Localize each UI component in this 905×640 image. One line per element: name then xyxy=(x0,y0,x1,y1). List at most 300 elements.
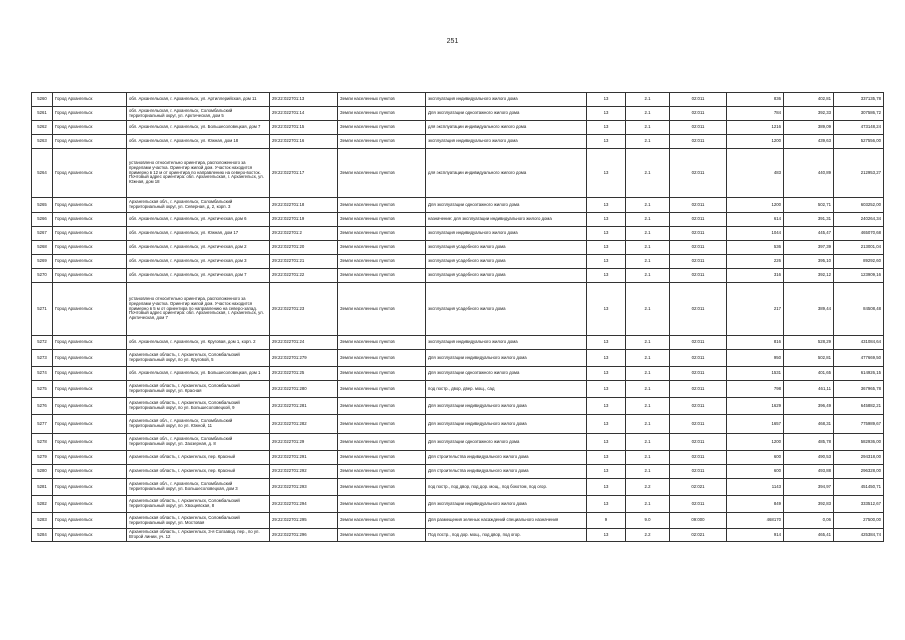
row-number-cell: 5270 xyxy=(32,269,53,283)
land-category-cell: Земли населенных пунктов xyxy=(338,451,426,465)
permitted-use-cell: Для строительства индивидуального жилого дома xyxy=(426,465,587,479)
cadastral-number-cell: 29:22:022701:14 xyxy=(270,107,338,121)
row-number-cell: 5263 xyxy=(32,135,53,149)
group-code-cell: 13 xyxy=(587,434,626,451)
municipality-cell: Город Архангельск xyxy=(53,529,127,542)
cadastral-value-cell: 367965,78 xyxy=(834,381,884,398)
specific-value-cell: 394,97 xyxy=(784,479,834,496)
address-cell: Архангельская область, г. Архангельск, Соломбальский территориальный округ, ул. Красная xyxy=(127,381,270,398)
cadastral-value-cell: 645882,21 xyxy=(834,398,884,415)
address-cell: обл. Архангельская, г. Архангельск, ул. Большесоловецкая, дом 1 xyxy=(127,367,270,381)
row-number-cell: 5278 xyxy=(32,434,53,451)
address-cell: обл. Архангельская, г. Архангельск, Соломбальский территориальный округ, ул. Арктическая, дом 5 xyxy=(127,107,270,121)
address-cell: Архангельская область, г. Архангельск, Соломбальский территориальный округ, по ул. Большесоловецкой, 9 xyxy=(127,398,270,415)
subgroup-code-cell: 2.1 xyxy=(626,149,670,198)
table-row xyxy=(32,93,884,107)
cadastral-number-cell: 29:22:022701:2 xyxy=(270,227,338,241)
cadastral-value-cell: 212953,27 xyxy=(834,149,884,198)
specific-value-cell: 502,81 xyxy=(784,350,834,367)
row-number-cell: 5280 xyxy=(32,465,53,479)
area-cell: 316 xyxy=(727,269,784,283)
row-number-cell: 5283 xyxy=(32,513,53,529)
group-code-cell: 13 xyxy=(587,283,626,336)
specific-value-cell: 439,63 xyxy=(784,135,834,149)
subgroup-code-cell: 2.1 xyxy=(626,434,670,451)
subgroup-code-cell: 2.1 xyxy=(626,465,670,479)
address-cell: Архангельская область, г. Архангельск, пер. Красный xyxy=(127,465,270,479)
specific-value-cell: 528,29 xyxy=(784,336,834,350)
municipality-cell: Город Архангельск xyxy=(53,434,127,451)
address-cell: Архангельская обл., г. Архангельск, Соломбальский территориальный округ, по ул. Южной, 11 xyxy=(127,415,270,434)
subgroup-code-cell: 2.1 xyxy=(626,367,670,381)
area-cell: 849 xyxy=(727,496,784,513)
row-number-cell: 5264 xyxy=(32,149,53,198)
table-row xyxy=(32,529,884,542)
municipality-cell: Город Архангельск xyxy=(53,465,127,479)
cadastral-value-cell: 333512,67 xyxy=(834,496,884,513)
permitted-use-cell: эксплуатация усадебного жилого дома xyxy=(426,241,587,255)
land-category-cell: Земли населенных пунктов xyxy=(338,107,426,121)
subgroup-code-cell: 2.2 xyxy=(626,479,670,496)
cadastral-value-cell: 425384,74 xyxy=(834,529,884,542)
permitted-use-cell: эксплуатация индивидуального жилого дома xyxy=(426,135,587,149)
row-number-cell: 5282 xyxy=(32,496,53,513)
land-category-cell: Земли населенных пунктов xyxy=(338,465,426,479)
table-row xyxy=(32,398,884,415)
subgroup-code-cell: 2.1 xyxy=(626,269,670,283)
cadastral-value-cell: 307586,72 xyxy=(834,107,884,121)
group-code-cell: 13 xyxy=(587,415,626,434)
cadastral-value-cell: 582936,00 xyxy=(834,434,884,451)
municipality-cell: Город Архангельск xyxy=(53,415,127,434)
address-cell: Архангельская область, г. Архангельск, пер. Красный xyxy=(127,451,270,465)
address-cell: обл. Архангельская, г. Архангельск, ул. Южная, дом 18 xyxy=(127,135,270,149)
cadastral-number-cell: 29:22:022701:25 xyxy=(270,367,338,381)
subgroup-code-cell: 2.1 xyxy=(626,227,670,241)
municipality-cell: Город Архангельск xyxy=(53,198,127,213)
subgroup-code-cell: 2.1 xyxy=(626,135,670,149)
cadastral-value-cell: 213001,04 xyxy=(834,241,884,255)
subgroup-code-cell: 2.1 xyxy=(626,213,670,227)
land-category-cell: Земли населенных пунктов xyxy=(338,269,426,283)
cadastral-number-cell: 29:22:022701:21 xyxy=(270,255,338,269)
row-number-cell: 5261 xyxy=(32,107,53,121)
specific-value-cell: 0,06 xyxy=(784,513,834,529)
municipality-cell: Город Архангельск xyxy=(53,121,127,135)
row-number-cell: 5271 xyxy=(32,283,53,336)
table-row xyxy=(32,513,884,529)
address-cell: обл. Архангельская, г. Архангельск, ул. Арктическая, дом 2 xyxy=(127,241,270,255)
area-cell: 1044 xyxy=(727,227,784,241)
row-number-cell: 5276 xyxy=(32,398,53,415)
row-number-cell: 5274 xyxy=(32,367,53,381)
table-row xyxy=(32,135,884,149)
permitted-use-cell: Для размещения зеленых насаждений специального назначения xyxy=(426,513,587,529)
municipality-cell: Город Архангельск xyxy=(53,135,127,149)
permitted-use-cell: назначение: для эксплуатации индивидуального жилого дома xyxy=(426,213,587,227)
group-code-cell: 13 xyxy=(587,227,626,241)
cadastral-number-cell: 29:22:022701:282 xyxy=(270,415,338,434)
subgroup-code-cell: 2.1 xyxy=(626,241,670,255)
group-code-cell: 13 xyxy=(587,93,626,107)
group-code-cell: 13 xyxy=(587,496,626,513)
cadastral-number-cell: 29:22:022701:17 xyxy=(270,149,338,198)
land-category-cell: Земли населенных пунктов xyxy=(338,283,426,336)
table-row xyxy=(32,415,884,434)
use-code-cell: 02:011 xyxy=(670,121,727,135)
cadastral-value-cell: 473148,24 xyxy=(834,121,884,135)
permitted-use-cell: эксплуатация усадебного жилого дома xyxy=(426,283,587,336)
cadastral-number-cell: 29:22:022701:20 xyxy=(270,241,338,255)
group-code-cell: 13 xyxy=(587,529,626,542)
permitted-use-cell: Для эксплуатации индивидуального жилого дома xyxy=(426,496,587,513)
land-category-cell: Земли населенных пунктов xyxy=(338,529,426,542)
specific-value-cell: 485,78 xyxy=(784,434,834,451)
specific-value-cell: 445,47 xyxy=(784,227,834,241)
use-code-cell: 02:011 xyxy=(670,255,727,269)
area-cell: 1200 xyxy=(727,135,784,149)
use-code-cell: 02:011 xyxy=(670,367,727,381)
group-code-cell: 13 xyxy=(587,451,626,465)
use-code-cell: 02:011 xyxy=(670,381,727,398)
row-number-cell: 5273 xyxy=(32,350,53,367)
permitted-use-cell: Под постр., под дор. мощ., под двор, под огор. xyxy=(426,529,587,542)
group-code-cell: 13 xyxy=(587,479,626,496)
cadastral-number-cell: 29:22:022701:295 xyxy=(270,513,338,529)
group-code-cell: 9 xyxy=(587,513,626,529)
address-cell: Архангельская область, г. Архангельск, Соломбальский территориальный округ, ул. Хвощевская, 8 xyxy=(127,496,270,513)
land-category-cell: Земли населенных пунктов xyxy=(338,350,426,367)
municipality-cell: Город Архангельск xyxy=(53,479,127,496)
municipality-cell: Город Архангельск xyxy=(53,336,127,350)
cadastral-value-cell: 451450,71 xyxy=(834,479,884,496)
area-cell: 468170 xyxy=(727,513,784,529)
address-cell: обл. Архангельская, г. Архангельск, ул. Южная, дом 17 xyxy=(127,227,270,241)
specific-value-cell: 396,49 xyxy=(784,398,834,415)
table-row xyxy=(32,434,884,451)
area-cell: 1200 xyxy=(727,434,784,451)
cadastral-value-cell: 527556,00 xyxy=(834,135,884,149)
use-code-cell: 02:011 xyxy=(670,496,727,513)
cadastral-number-cell: 29:22:022701:23 xyxy=(270,283,338,336)
row-number-cell: 5265 xyxy=(32,198,53,213)
specific-value-cell: 389,09 xyxy=(784,121,834,135)
land-category-cell: Земли населенных пунктов xyxy=(338,434,426,451)
municipality-cell: Город Архангельск xyxy=(53,269,127,283)
use-code-cell: 02:011 xyxy=(670,283,727,336)
land-category-cell: Земли населенных пунктов xyxy=(338,241,426,255)
use-code-cell: 02:011 xyxy=(670,241,727,255)
cadastral-value-cell: 431084,64 xyxy=(834,336,884,350)
subgroup-code-cell: 2.1 xyxy=(626,350,670,367)
cadastral-value-cell: 27500,00 xyxy=(834,513,884,529)
permitted-use-cell: эксплуатация индивидуального жилого дома xyxy=(426,227,587,241)
municipality-cell: Город Архангельск xyxy=(53,451,127,465)
land-category-cell: Земли населенных пунктов xyxy=(338,496,426,513)
cadastral-number-cell: 29:22:022701:24 xyxy=(270,336,338,350)
group-code-cell: 13 xyxy=(587,213,626,227)
group-code-cell: 13 xyxy=(587,398,626,415)
municipality-cell: Город Архангельск xyxy=(53,255,127,269)
area-cell: 816 xyxy=(727,336,784,350)
use-code-cell: 02:021 xyxy=(670,479,727,496)
area-cell: 536 xyxy=(727,241,784,255)
area-cell: 614 xyxy=(727,213,784,227)
use-code-cell: 02:011 xyxy=(670,269,727,283)
cadastral-number-cell: 29:22:022701:15 xyxy=(270,121,338,135)
address-cell: обл. Архангельская, г. Архангельск, ул. Большесоловецкая, дом 7 xyxy=(127,121,270,135)
cadastral-number-cell: 29:22:022701:293 xyxy=(270,479,338,496)
subgroup-code-cell: 2.1 xyxy=(626,121,670,135)
area-cell: 1657 xyxy=(727,415,784,434)
use-code-cell: 02:011 xyxy=(670,107,727,121)
group-code-cell: 13 xyxy=(587,255,626,269)
municipality-cell: Город Архангельск xyxy=(53,496,127,513)
municipality-cell: Город Архангельск xyxy=(53,227,127,241)
address-cell: обл. Архангельская, г. Архангельск, ул. Арктическая, дом 6 xyxy=(127,213,270,227)
land-category-cell: Земли населенных пунктов xyxy=(338,336,426,350)
group-code-cell: 13 xyxy=(587,198,626,213)
land-category-cell: Земли населенных пунктов xyxy=(338,198,426,213)
permitted-use-cell: эксплуатация усадебного жилого дома xyxy=(426,269,587,283)
table-row xyxy=(32,381,884,398)
subgroup-code-cell: 2.1 xyxy=(626,496,670,513)
land-category-cell: Земли населенных пунктов xyxy=(338,367,426,381)
cadastral-value-cell: 465070,68 xyxy=(834,227,884,241)
use-code-cell: 09:000 xyxy=(670,513,727,529)
specific-value-cell: 402,81 xyxy=(784,93,834,107)
cadastral-value-cell: 84508,48 xyxy=(834,283,884,336)
municipality-cell: Город Архангельск xyxy=(53,350,127,367)
address-cell: Архангельская обл., г. Архангельск, Соломбальский территориальный округ, ул. Большесоловецкая, дом 3 xyxy=(127,479,270,496)
table-row xyxy=(32,255,884,269)
cadastral-number-cell: 29:22:022701:280 xyxy=(270,381,338,398)
municipality-cell: Город Архангельск xyxy=(53,213,127,227)
row-number-cell: 5284 xyxy=(32,529,53,542)
subgroup-code-cell: 2.1 xyxy=(626,451,670,465)
municipality-cell: Город Архангельск xyxy=(53,398,127,415)
subgroup-code-cell: 2.1 xyxy=(626,198,670,213)
permitted-use-cell: Для эксплуатации одноэтажного жилого дома xyxy=(426,198,587,213)
page-number: 251 xyxy=(446,38,459,45)
group-code-cell: 13 xyxy=(587,241,626,255)
cadastral-number-cell: 29:22:022701:22 xyxy=(270,269,338,283)
use-code-cell: 02:011 xyxy=(670,451,727,465)
specific-value-cell: 401,65 xyxy=(784,367,834,381)
cadastral-value-cell: 775989,67 xyxy=(834,415,884,434)
row-number-cell: 5281 xyxy=(32,479,53,496)
use-code-cell: 02:011 xyxy=(670,465,727,479)
cadastral-number-cell: 29:22:022701:16 xyxy=(270,135,338,149)
table-row xyxy=(32,198,884,213)
municipality-cell: Город Архангельск xyxy=(53,107,127,121)
table-row xyxy=(32,213,884,227)
area-cell: 226 xyxy=(727,255,784,269)
cadastral-value-cell: 294318,00 xyxy=(834,451,884,465)
row-number-cell: 5262 xyxy=(32,121,53,135)
permitted-use-cell: Для эксплуатации индивидуального жилого дома xyxy=(426,350,587,367)
land-category-cell: Земли населенных пунктов xyxy=(338,213,426,227)
address-cell: обл. Архангельская, г. Архангельск, ул. Круговая, дом 1, корп. 2 xyxy=(127,336,270,350)
land-category-cell: Земли населенных пунктов xyxy=(338,415,426,434)
address-cell: Архангельская область, г. Архангельск, Соломбальский территориальный округ, по ул. Круговой, 5 xyxy=(127,350,270,367)
use-code-cell: 02:011 xyxy=(670,415,727,434)
table-row xyxy=(32,451,884,465)
area-cell: 836 xyxy=(727,93,784,107)
table-row xyxy=(32,269,884,283)
address-cell: установлено относительно ориентира, расположенного за пределами участка. Ориентир жилой дом. Участок находится примерно в 5 м от ориентира по направлению на северо-запад. Почтовый адрес ориентира: обл. Архангельская, г. Архангельск, ул. Арктическая, дом 7 xyxy=(127,283,270,336)
permitted-use-cell: Для эксплуатации одноэтажного жилого дома xyxy=(426,107,587,121)
permitted-use-cell: Для эксплуатации одноэтажного жилого дома xyxy=(426,434,587,451)
area-cell: 914 xyxy=(727,529,784,542)
subgroup-code-cell: 2.1 xyxy=(626,255,670,269)
cadastral-value-cell: 603252,00 xyxy=(834,198,884,213)
subgroup-code-cell: 2.2 xyxy=(626,529,670,542)
cadastral-number-cell: 29:22:022701:13 xyxy=(270,93,338,107)
cadastral-value-cell: 477669,50 xyxy=(834,350,884,367)
land-category-cell: Земли населенных пунктов xyxy=(338,227,426,241)
subgroup-code-cell: 2.1 xyxy=(626,93,670,107)
address-cell: обл. Архангельская, г. Архангельск, ул. Арктическая, дом 7 xyxy=(127,269,270,283)
table-row xyxy=(32,149,884,198)
table-row xyxy=(32,496,884,513)
permitted-use-cell: для эксплуатации индивидуального жилого дома xyxy=(426,149,587,198)
cadastral-number-cell: 29:22:022701:281 xyxy=(270,398,338,415)
table-row xyxy=(32,283,884,336)
use-code-cell: 02:011 xyxy=(670,350,727,367)
cadastral-value-cell: 614926,15 xyxy=(834,367,884,381)
use-code-cell: 02:011 xyxy=(670,336,727,350)
area-cell: 1629 xyxy=(727,398,784,415)
permitted-use-cell: под постр., двор, двер. мощ., сад xyxy=(426,381,587,398)
use-code-cell: 02:011 xyxy=(670,227,727,241)
cadastral-value-cell: 89292,60 xyxy=(834,255,884,269)
group-code-cell: 13 xyxy=(587,367,626,381)
land-category-cell: Земли населенных пунктов xyxy=(338,135,426,149)
specific-value-cell: 392,83 xyxy=(784,496,834,513)
cadastral-number-cell: 29:22:022701:29 xyxy=(270,434,338,451)
subgroup-code-cell: 2.1 xyxy=(626,398,670,415)
permitted-use-cell: эксплуатация индивидуального жилого дома xyxy=(426,93,587,107)
municipality-cell: Город Архангельск xyxy=(53,93,127,107)
permitted-use-cell: Для эксплуатации индивидуального жилого дома xyxy=(426,415,587,434)
cadastral-number-cell: 29:22:022701:18 xyxy=(270,198,338,213)
municipality-cell: Город Архангельск xyxy=(53,367,127,381)
address-cell: Архангельская обл., г. Архангельск, Соломбальский территориальный округ, ул. Северная, д. 2, корп. 3 xyxy=(127,198,270,213)
cadastral-number-cell: 29:22:022701:296 xyxy=(270,529,338,542)
land-category-cell: Земли населенных пунктов xyxy=(338,398,426,415)
table-row xyxy=(32,227,884,241)
land-category-cell: Земли населенных пунктов xyxy=(338,149,426,198)
specific-value-cell: 502,71 xyxy=(784,198,834,213)
cadastral-number-cell: 29:22:022701:291 xyxy=(270,451,338,465)
use-code-cell: 02:011 xyxy=(670,198,727,213)
land-category-cell: Земли населенных пунктов xyxy=(338,121,426,135)
area-cell: 1216 xyxy=(727,121,784,135)
subgroup-code-cell: 2.1 xyxy=(626,283,670,336)
use-code-cell: 02:011 xyxy=(670,93,727,107)
table-row xyxy=(32,367,884,381)
subgroup-code-cell: 9.0 xyxy=(626,513,670,529)
group-code-cell: 13 xyxy=(587,269,626,283)
land-category-cell: Земли населенных пунктов xyxy=(338,255,426,269)
table-row xyxy=(32,107,884,121)
specific-value-cell: 395,10 xyxy=(784,255,834,269)
use-code-cell: 02:011 xyxy=(670,135,727,149)
group-code-cell: 13 xyxy=(587,121,626,135)
use-code-cell: 02:011 xyxy=(670,398,727,415)
land-category-cell: Земли населенных пунктов xyxy=(338,513,426,529)
row-number-cell: 5266 xyxy=(32,213,53,227)
municipality-cell: Город Архангельск xyxy=(53,283,127,336)
specific-value-cell: 468,31 xyxy=(784,415,834,434)
row-number-cell: 5275 xyxy=(32,381,53,398)
cadastral-number-cell: 29:22:022701:292 xyxy=(270,465,338,479)
row-number-cell: 5279 xyxy=(32,451,53,465)
address-cell: обл. Архангельская, г. Архангельск, ул. Арктическая, дом 3 xyxy=(127,255,270,269)
group-code-cell: 13 xyxy=(587,381,626,398)
area-cell: 950 xyxy=(727,350,784,367)
specific-value-cell: 461,11 xyxy=(784,381,834,398)
subgroup-code-cell: 2.1 xyxy=(626,107,670,121)
use-code-cell: 02:021 xyxy=(670,529,727,542)
table-row xyxy=(32,479,884,496)
cadastral-value-cell: 240264,34 xyxy=(834,213,884,227)
row-number-cell: 5268 xyxy=(32,241,53,255)
subgroup-code-cell: 2.1 xyxy=(626,336,670,350)
municipality-cell: Город Архангельск xyxy=(53,241,127,255)
cadastral-number-cell: 29:22:022701:279 xyxy=(270,350,338,367)
row-number-cell: 5272 xyxy=(32,336,53,350)
cadastral-value-cell: 123909,16 xyxy=(834,269,884,283)
cadastral-register-table xyxy=(31,92,884,542)
cadastral-value-cell: 296328,00 xyxy=(834,465,884,479)
table-row xyxy=(32,336,884,350)
area-cell: 217 xyxy=(727,283,784,336)
specific-value-cell: 465,41 xyxy=(784,529,834,542)
table-row xyxy=(32,121,884,135)
specific-value-cell: 440,89 xyxy=(784,149,834,198)
permitted-use-cell: эксплуатация индивидуального жилого дома xyxy=(426,336,587,350)
land-category-cell: Земли населенных пунктов xyxy=(338,381,426,398)
area-cell: 1143 xyxy=(727,479,784,496)
table-row xyxy=(32,241,884,255)
area-cell: 600 xyxy=(727,451,784,465)
group-code-cell: 13 xyxy=(587,107,626,121)
table-row xyxy=(32,465,884,479)
area-cell: 1531 xyxy=(727,367,784,381)
group-code-cell: 13 xyxy=(587,336,626,350)
permitted-use-cell: Для эксплуатации индивидуального жилого дома xyxy=(426,398,587,415)
municipality-cell: Город Архангельск xyxy=(53,513,127,529)
specific-value-cell: 389,44 xyxy=(784,283,834,336)
permitted-use-cell: Для строительства индивидуального жилого дома xyxy=(426,451,587,465)
group-code-cell: 13 xyxy=(587,350,626,367)
municipality-cell: Город Архангельск xyxy=(53,149,127,198)
group-code-cell: 13 xyxy=(587,149,626,198)
specific-value-cell: 392,12 xyxy=(784,269,834,283)
cadastral-value-cell: 337135,78 xyxy=(834,93,884,107)
specific-value-cell: 397,39 xyxy=(784,241,834,255)
area-cell: 798 xyxy=(727,381,784,398)
area-cell: 483 xyxy=(727,149,784,198)
permitted-use-cell: Для эксплуатации одноэтажного жилого дома xyxy=(426,367,587,381)
cadastral-number-cell: 29:22:022701:19 xyxy=(270,213,338,227)
address-cell: Архангельская область, г. Архангельск, Соломбальский территориальный округ, ул. Мостовая xyxy=(127,513,270,529)
specific-value-cell: 490,53 xyxy=(784,451,834,465)
land-category-cell: Земли населенных пунктов xyxy=(338,479,426,496)
permitted-use-cell: под постр., под двор, под дор. мощ., под бокотом, под огор. xyxy=(426,479,587,496)
